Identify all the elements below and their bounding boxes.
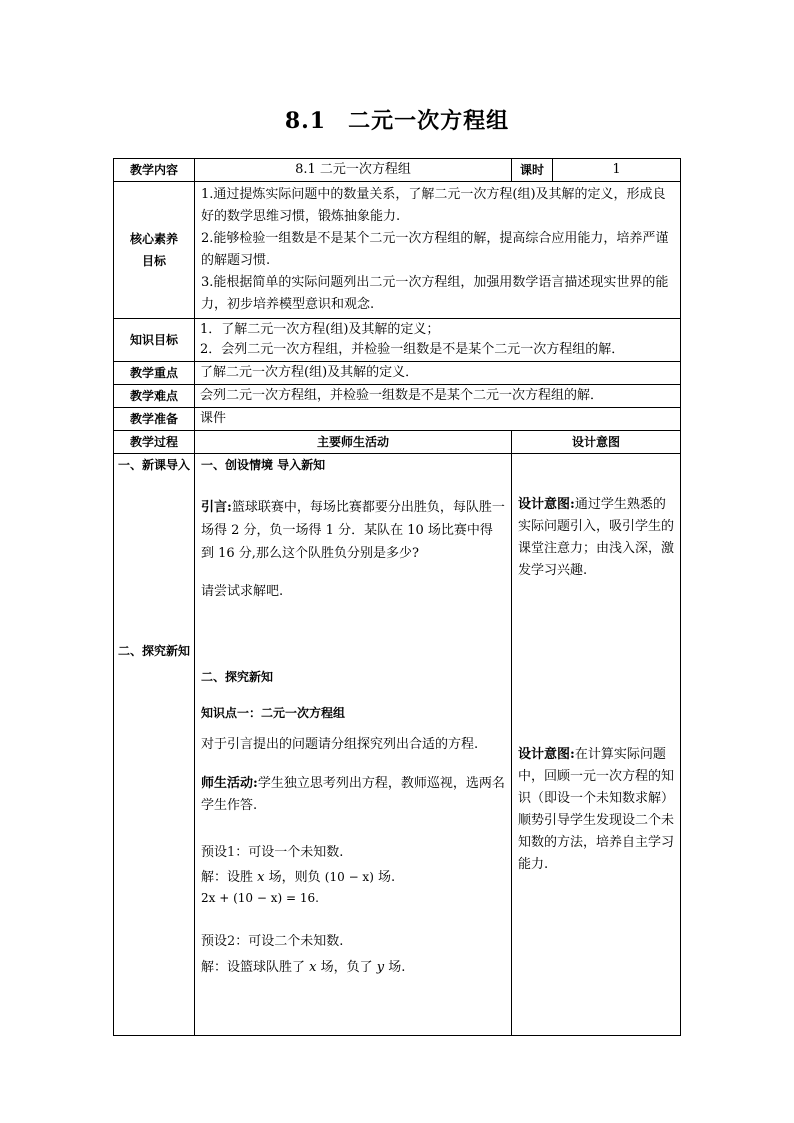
solution-1-var: x [257, 870, 265, 885]
preset-2 [201, 932, 505, 952]
goal-item: 1.通过提炼实际问题中的数量关系，了解二元一次方程(组)及其解的定义，形成良好的数学思维习惯，锻炼抽象能力. [201, 187, 666, 224]
difficulty-value: 会列二元一次方程组，并检验一组数是不是某个二元一次方程组的解． [195, 385, 681, 408]
row-difficulty [114, 385, 681, 408]
design-1-text: 通过学生熟悉的实际问题引入，吸引学生的课堂注意力；由浅入深，激发学习兴趣. [518, 497, 675, 578]
activity-cell [195, 454, 512, 1036]
solution-1 [201, 867, 505, 888]
try-text: 请尝试求解吧. [201, 584, 284, 599]
key-value: 了解二元一次方程(组)及其解的定义． [195, 362, 681, 385]
solution-2-b: 场，负了 [320, 960, 373, 975]
period-value: 1 [553, 159, 681, 182]
row-process-body [114, 454, 681, 1036]
goal-item: 3.能根据简单的实际问题列出二元一次方程组，加强用数学语言描述现实世界的能力，初步培养模型意识和观念. [201, 275, 669, 312]
knowledge-point-heading: 知识点一：二元一次方程组 [201, 706, 346, 720]
goals-cell [195, 182, 681, 319]
preset-1-number: 1 [227, 845, 236, 860]
preset-1-text: ：可设一个未知数. [235, 845, 344, 860]
label-period: 课时 [512, 159, 553, 182]
label-goals: 核心素养目标 [114, 182, 195, 319]
solution-2-c: 场. [388, 960, 406, 975]
activity-header: 主要师生活动 [195, 431, 512, 454]
design-2-prefix: 设计意图: [518, 747, 575, 762]
title-number: 8.1 [284, 108, 327, 134]
solution-1-expr: (10 − x) [324, 870, 374, 884]
intro-paragraph [201, 496, 505, 565]
knowledge-item: 1．了解二元一次方程(组)及其解的定义； [200, 322, 440, 337]
activity-paragraph [201, 773, 505, 817]
section-heading-1: 一、创设情境 导入新知 [201, 458, 326, 472]
row-key [114, 362, 681, 385]
knowledge-item: 2．会列二元一次方程组，并检验一组数是不是某个二元一次方程组的解． [200, 342, 625, 357]
row-content [114, 159, 681, 182]
section-heading-2: 二、探究新知 [201, 670, 274, 684]
label-key: 教学重点 [114, 362, 195, 385]
intro-text: 篮球联赛中，每场比赛都要分出胜负，每队胜一场得 2 分，负一场得 1 分．某队在 10 场比赛中得到 16 分,那么这个队胜负分别是多少? [201, 500, 505, 561]
lesson-plan-table [113, 158, 681, 1036]
design-2-text: 在计算实际问题中，回顾一元一次方程的知识（即设一个未知数求解）顺势引导学生发现设二个未知数的方法，培养自主学习能力. [518, 747, 675, 872]
preset-2-label: 预设 [201, 934, 228, 949]
design-1-prefix: 设计意图: [518, 497, 575, 512]
label-prep: 教学准备 [114, 408, 195, 431]
design-note-1 [518, 494, 674, 582]
title-text: 二元一次方程组 [348, 108, 510, 134]
knowledge-cell [195, 319, 681, 362]
preset-1 [201, 843, 505, 863]
row-knowledge [114, 319, 681, 362]
prep-value: 课件 [195, 408, 681, 431]
solution-1-b: 场，则负 [268, 870, 321, 885]
activity-text: 学生独立思考列出方程，教师巡视，选两名学生作答. [201, 776, 505, 813]
content-value: 8.1 二元一次方程组 [195, 159, 512, 182]
stage-label-1: 一、新课导入 [118, 458, 191, 472]
intro-prefix: 引言: [201, 500, 232, 515]
solution-2-a: 解：设篮球队胜了 [201, 960, 306, 975]
solution-2-var2: y [376, 960, 385, 975]
stage-label-2: 二、探究新知 [118, 644, 191, 658]
design-header: 设计意图 [512, 431, 681, 454]
row-process-header [114, 431, 681, 454]
preset-2-text: ：可设二个未知数. [235, 934, 344, 949]
goal-item: 2.能够检验一组数是不是某个二元一次方程组的解，提高综合应用能力，培养严谨的解题习惯. [201, 231, 669, 268]
row-goals [114, 182, 681, 319]
solution-1-a: 解：设胜 [201, 870, 254, 885]
equation-1: 2x + (10 − x) = 16. [201, 891, 319, 905]
label-knowledge: 知识目标 [114, 319, 195, 362]
page-title [0, 104, 794, 135]
solution-1-c: 场. [378, 870, 396, 885]
design-cell [512, 454, 681, 1036]
label-content: 教学内容 [114, 159, 195, 182]
activity-prefix: 师生活动: [201, 776, 258, 791]
row-prep [114, 408, 681, 431]
kp1-text: 对于引言提出的问题请分组探究列出合适的方程. [201, 737, 479, 752]
solution-2-var1: x [309, 960, 317, 975]
solution-2 [201, 958, 505, 978]
label-process: 教学过程 [114, 431, 195, 454]
preset-1-label: 预设 [201, 845, 228, 860]
preset-2-number: 2 [227, 934, 236, 949]
stages-cell [114, 454, 195, 1036]
label-difficulty: 教学难点 [114, 385, 195, 408]
design-note-2 [518, 744, 674, 876]
